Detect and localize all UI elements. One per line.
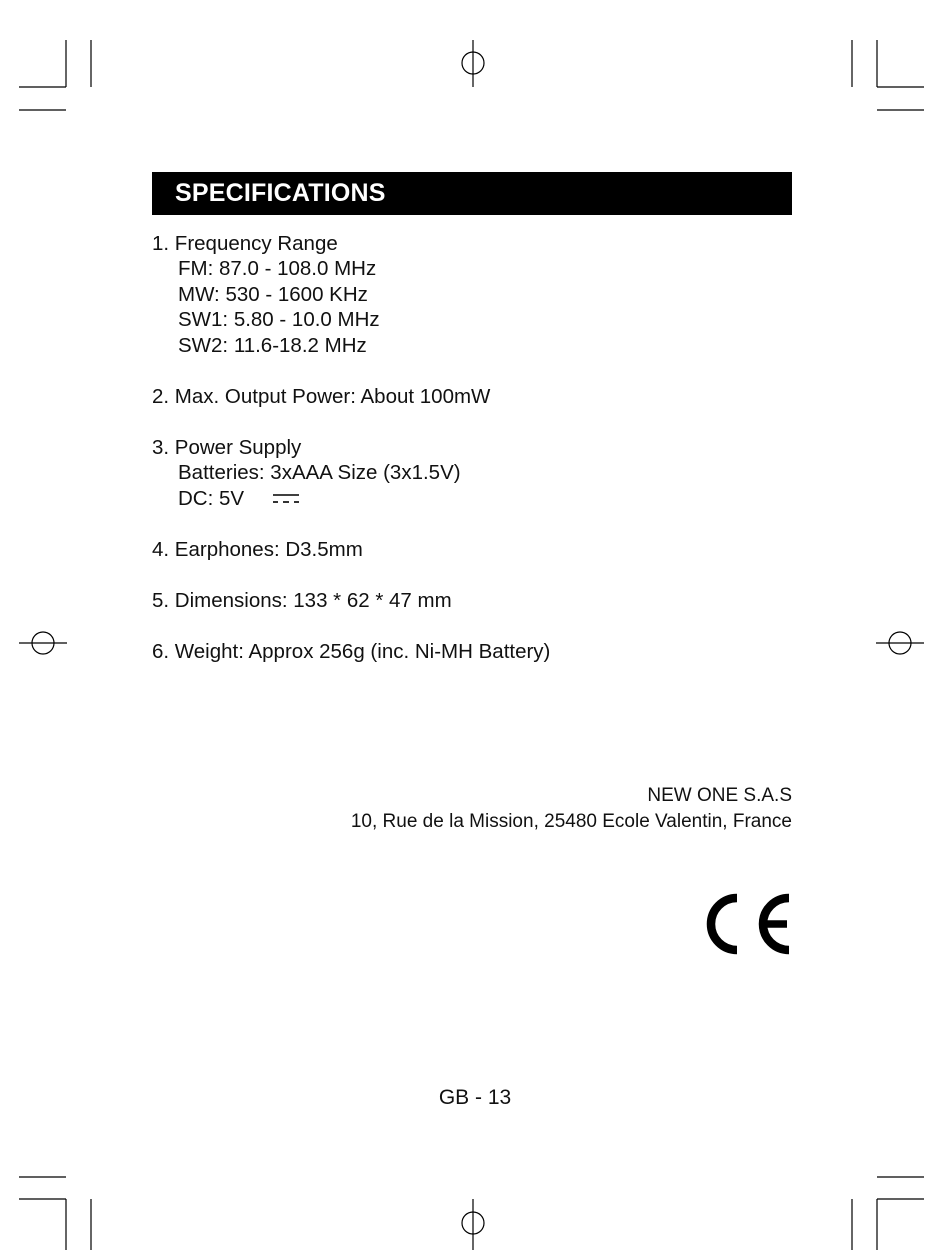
spec-frequency-sw2: SW2: 11.6-18.2 MHz <box>178 334 367 357</box>
spec-output-power: 2. Max. Output Power: About 100mW <box>152 385 491 408</box>
spec-frequency-title: 1. Frequency Range <box>152 232 338 255</box>
company-name: NEW ONE S.A.S <box>647 785 792 806</box>
specifications-heading: SPECIFICATIONS <box>152 172 792 215</box>
spec-frequency-fm: FM: 87.0 - 108.0 MHz <box>178 257 377 280</box>
direct-current-icon <box>272 493 300 505</box>
registration-mark-icon <box>19 632 67 654</box>
registration-mark-icon <box>462 40 484 87</box>
ce-mark-icon <box>697 890 793 958</box>
spec-power-supply-batteries: Batteries: 3xAAA Size (3x1.5V) <box>178 461 461 484</box>
spec-power-supply-title: 3. Power Supply <box>152 436 302 459</box>
company-address: 10, Rue de la Mission, 25480 Ecole Valentin, France <box>350 811 792 832</box>
spec-frequency-mw: MW: 530 - 1600 KHz <box>178 283 368 306</box>
spec-weight: 6. Weight: Approx 256g (inc. Ni-MH Battery) <box>152 640 551 663</box>
spec-earphones: 4. Earphones: D3.5mm <box>152 538 363 561</box>
spec-frequency-sw1: SW1: 5.80 - 10.0 MHz <box>178 308 380 331</box>
spec-dimensions: 5. Dimensions: 133 * 62 * 47 mm <box>152 589 452 612</box>
page-number: GB - 13 <box>438 1086 512 1109</box>
registration-mark-icon <box>462 1199 484 1250</box>
registration-mark-icon <box>876 632 924 654</box>
spec-power-supply-dc: DC: 5V <box>178 487 245 510</box>
